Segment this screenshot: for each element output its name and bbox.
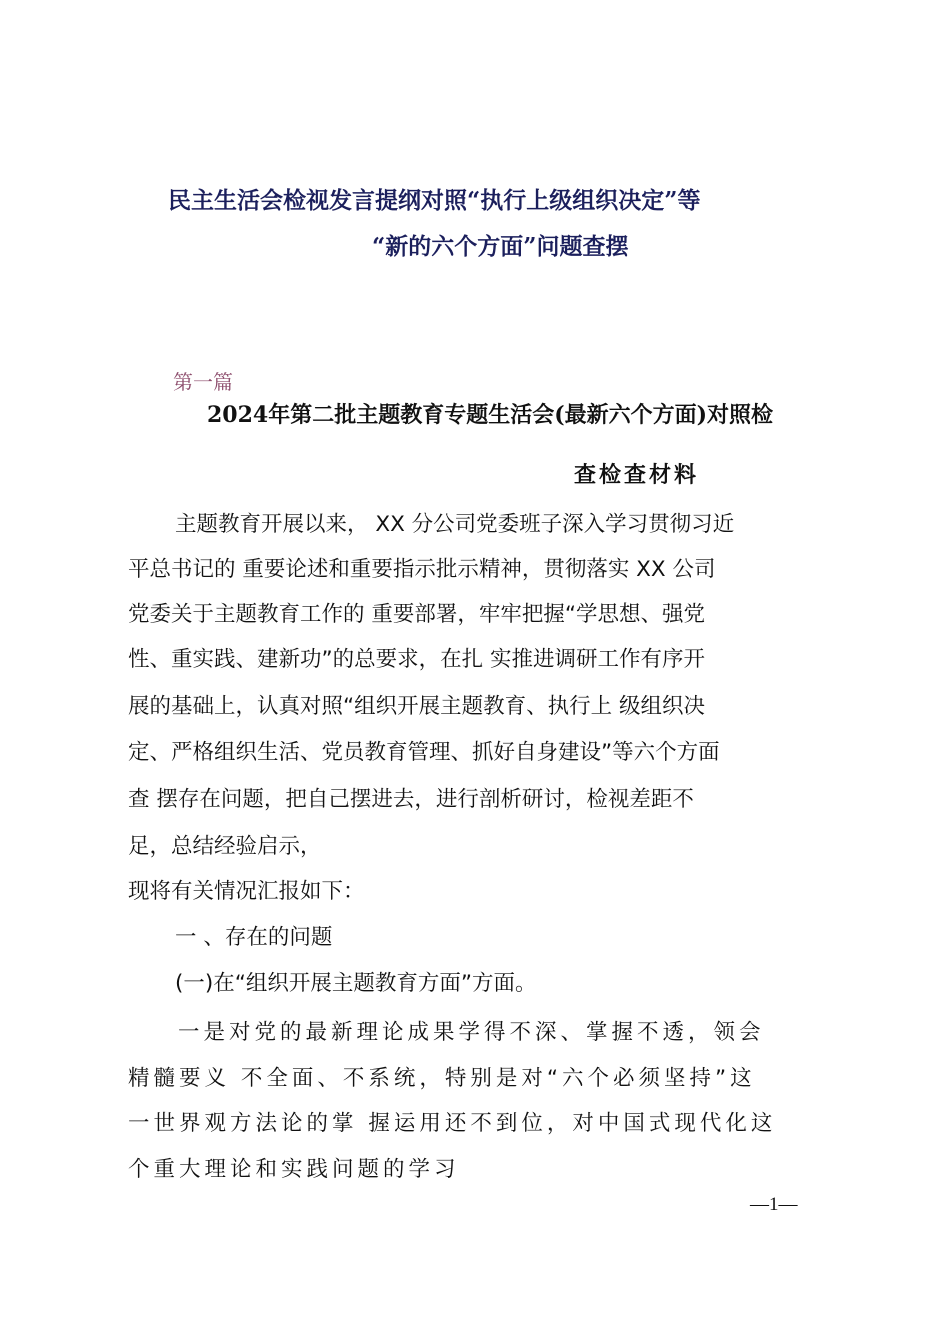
heading-existing-problems: 一 、存在的问题 xyxy=(175,925,333,950)
intro-line: 定、严格组织生活、党员教育管理、抓好自身建设”等六个方面 xyxy=(128,740,720,765)
intro-line: 查 摆存在问题，把自己摆进去，进行剖析研讨，检视差距不 xyxy=(128,787,694,812)
intro-line: 平总书记的 重要论述和重要指示批示精神，贯彻落实 XX 公司 xyxy=(128,557,716,582)
paragraph-line: 一是对党的最新理论成果学得不深、掌握不透，领会 xyxy=(178,1020,765,1045)
intro-line: 党委关于主题教育工作的 重要部署，牢牢把握“学思想、强党 xyxy=(128,602,705,627)
document-title-line-2: “新的六个方面”问题查摆 xyxy=(372,233,629,260)
report-line: 现将有关情况汇报如下： xyxy=(128,879,365,904)
intro-line: 主题教育开展以来， XX 分公司党委班子深入学习贯彻习近 xyxy=(175,512,735,537)
paragraph-line: 一世界观方法论的掌 握运用还不到位，对中国式现代化这 xyxy=(128,1111,777,1136)
intro-line: 展的基础上，认真对照“组织开展主题教育、执行上 级组织决 xyxy=(128,694,705,719)
document-title-line-1: 民主生活会检视发言提纲对照“执行上级组织决定”等 xyxy=(168,187,701,214)
subtitle-line-2: 查检查材料 xyxy=(574,462,700,488)
page-number: —1— xyxy=(750,1194,798,1215)
paragraph-line: 个重大理论和实践问题的学习 xyxy=(128,1157,460,1182)
intro-line: 性、重实践、建新功”的总要求，在扎 实推进调研工作有序开 xyxy=(128,647,705,672)
section-label: 第一篇 xyxy=(173,370,233,394)
heading-subsection-1: (一)在“组织开展主题教育方面”方面。 xyxy=(175,971,537,996)
intro-line: 足，总结经验启示， xyxy=(128,834,322,859)
subtitle-line-1: 2024年第二批主题教育专题生活会(最新六个方面)对照检 xyxy=(207,402,774,428)
paragraph-line: 精髓要义 不全面、不系统，特别是对“六个必须坚持”这 xyxy=(128,1066,756,1091)
